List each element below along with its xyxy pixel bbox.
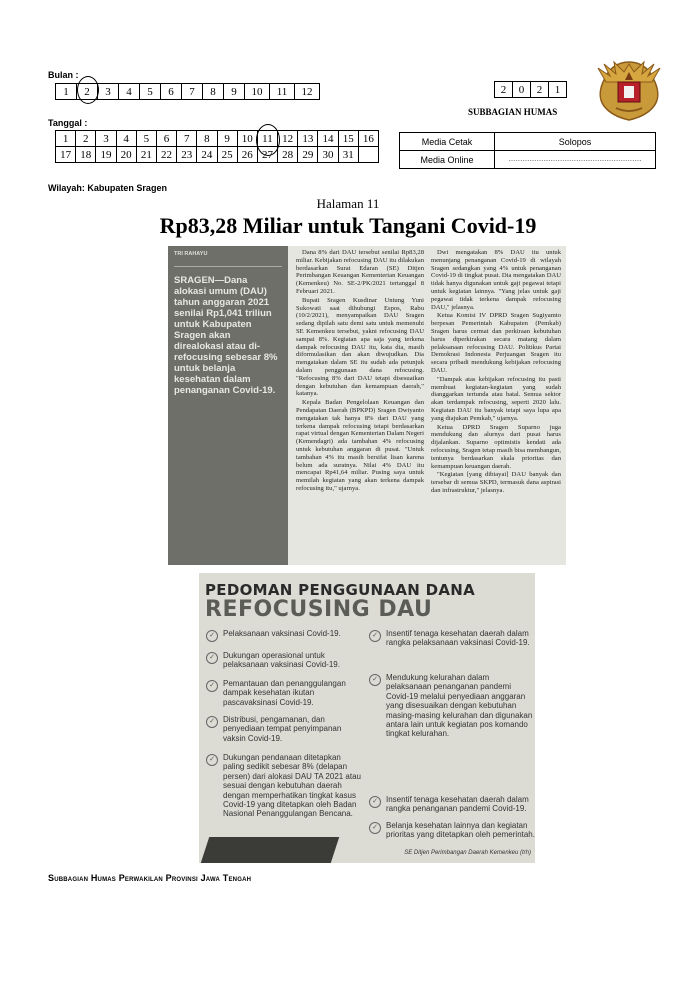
media-cetak-value: Solopos	[495, 133, 656, 151]
grid-cell: 8	[197, 131, 217, 147]
guideline-item: Dukungan operasional untuk pelaksanaan vaksinasi Covid-19.	[223, 651, 340, 670]
grid-cell: 2	[531, 82, 549, 98]
grid-cell: 3	[98, 84, 119, 100]
grid-cell: 21	[136, 147, 156, 163]
grid-cell: 10	[245, 84, 270, 100]
check-icon: ✓	[206, 680, 218, 692]
infographic-source: SE Ditjen Perimbangan Daerah Kemenkeu (trh)	[404, 850, 531, 856]
grid-cell: 18	[76, 147, 96, 163]
grid-cell: 27	[257, 147, 277, 163]
grid-cell: 22	[156, 147, 176, 163]
infographic-clipping	[199, 573, 535, 863]
grid-cell: 11	[257, 131, 277, 147]
grid-cell: 9	[217, 131, 237, 147]
paragraph: Bupati Sragen Kusdinar Untung Yuni Sukowati saat dihubungi Espos, Rabu (10/2/2021), menyampaikan DAU Sragen sedang dipilah satu demi satu untuk memenuhi SE Kemenkeu tersebut, yakni refocusing DAU sampai 8%. Kegiatan apa saja yang terkena dampak refocusing DAU itu, kata dia, masih diformulasikan dan akan diwujudkan. Dia mengatakan dalam SE itu sudah ada petunjuk dalam penggunaan dana refocusing. "Refocusing 8% dari DAU tetapi disesuaikan dengan kebutuhan dan kemampuan daerah," katanya.	[296, 296, 424, 398]
grid-cell: 1	[56, 84, 77, 100]
media-table	[399, 132, 656, 169]
selected-month-circle	[77, 76, 99, 104]
grid-cell: 4	[116, 131, 136, 147]
grid-cell: 10	[237, 131, 257, 147]
grid-cell: 31	[338, 147, 358, 163]
wilayah-label: Wilayah: Kabupaten Sragen	[48, 183, 167, 193]
lead-text: SRAGEN—Dana alokasi umum (DAU) tahun anggaran 2021 senilai Rp1,041 triliun untuk Kabupaten Sragen akan direalokasi atau di-refocusing sebesar 8% untuk belanja kesehatan dalam penanganan Covid-19.	[174, 275, 278, 396]
check-icon: ✓	[369, 822, 381, 834]
guideline-item: Insentif tenaga kesehatan daerah dalam rangka penanganan pandemi Covid-19.	[386, 795, 529, 814]
media-cetak-label: Media Cetak	[400, 133, 495, 151]
grid-cell: 1	[549, 82, 567, 98]
grid-cell: 19	[96, 147, 116, 163]
tanggal-label: Tanggal :	[48, 118, 88, 128]
lead-panel	[168, 246, 288, 565]
grid-cell	[358, 147, 378, 163]
grid-cell: 6	[161, 84, 182, 100]
grid-cell: 5	[136, 131, 156, 147]
media-online-label: Media Online	[400, 151, 495, 169]
guideline-item: Distribusi, pengamanan, dan penyediaan tempat penyimpanan vaksin Covid-19.	[223, 715, 342, 743]
paragraph: "Kegiatan [yang dibiayai] DAU banyak dan tersebar di semua SKPD, termasuk dana aspirasi dan infrastruktur," jelasnya.	[431, 471, 561, 494]
paragraph: Dwi mengatakan 8% DAU itu untuk menunjang penanganan Covid-19 di wilayah Sragen sedangkan yang 4% untuk penanganan Covid-19 di tingkat pusat. Dia mengatakan DAU tidak hanya digunakan untuk gaji pegawai tetapi untuk kegiatan lainnya. "Yang jelas untuk gaji pegawai tidak terkena dampak refocusing DAU," jelasnya.	[431, 249, 561, 311]
paragraph: Ketua Komisi IV DPRD Sragen Sugiyamto berpesan Pemerintah Kabupaten (Pemkab) Sragen harus cermat dan perkiraan kebutuhan harus diperkirakan secara matang dalam pelaksanaan refocusing DAU. Politikus Partai Demokrasi Indonesia Perjuangan Sragen itu secara pribadi mendukung kebijakan refocusing DAU.	[431, 312, 561, 374]
check-icon: ✓	[369, 796, 381, 808]
grid-cell: 23	[177, 147, 197, 163]
paragraph: Kepala Badan Pengelolaan Keuangan dan Pendapatan Daerah (BPKPD) Sragen Dwiyanto mengatakan tak hanya 8% dari DAU yang terkena dampak refocusing tetapi berdasarkan rapat virtual dengan Kementerian Dalam Negeri (Kemendagri) ada tambahan 4% refocusing untuk kebutuhan anggaran di pusat. "Untuk tambahan 4% itu masih bersifat lisan karena belum ada suratnya. Nilai 4% DAU itu mencapai Rp41,64 miliar. Pusing saya untuk memilah kegiatan yang akan terkena dampak refocusing itu," ujarnya.	[296, 399, 424, 492]
grid-cell: 3	[96, 131, 116, 147]
infographic-title-2: REFOCUSING DAU	[205, 597, 433, 622]
decorative-band	[201, 837, 339, 863]
grid-cell: 12	[278, 131, 298, 147]
grid-cell: 15	[338, 131, 358, 147]
check-icon: ✓	[369, 630, 381, 642]
grid-cell: 4	[119, 84, 140, 100]
grid-cell: 11	[270, 84, 295, 100]
check-icon: ✓	[369, 674, 381, 686]
grid-cell: 25	[217, 147, 237, 163]
grid-cell: 6	[156, 131, 176, 147]
grid-cell: 8	[203, 84, 224, 100]
check-icon: ✓	[206, 630, 218, 642]
grid-cell: 12	[295, 84, 320, 100]
grid-cell: 29	[298, 147, 318, 163]
grid-cell: 2	[495, 82, 513, 98]
guideline-item: Pemantauan dan penanggulangan dampak kesehatan ikutan pascavaksinasi Covid-19.	[223, 679, 346, 707]
article-clipping	[168, 246, 566, 565]
check-icon: ✓	[206, 716, 218, 728]
grid-cell: 5	[140, 84, 161, 100]
footer-text: Subbagian Humas Perwakilan Provinsi Jawa Tengah	[48, 873, 252, 883]
bulan-label: Bulan :	[48, 70, 79, 80]
subbagian-label: SUBBAGIAN HUMAS	[468, 107, 558, 117]
check-icon: ✓	[206, 754, 218, 766]
grid-cell: 13	[298, 131, 318, 147]
grid-cell: 7	[177, 131, 197, 147]
grid-cell: 24	[197, 147, 217, 163]
paragraph: "Dampak atas kebijakan refocusing itu pasti membuat kegiatan-kegiatan yang sudah dianggarkan tertunda atau batal. Semua sektor akan terdampak refocusing, seperti 2020 lalu. Kegiatan DAU itu banyak tetapi saya lupa apa yang diajukan Pemkab," ujarnya.	[431, 375, 561, 422]
byline: TRI RAHAYU	[174, 251, 208, 257]
grid-cell: 2	[76, 131, 96, 147]
grid-cell: 20	[116, 147, 136, 163]
grid-cell: 26	[237, 147, 257, 163]
guideline-item: Pelaksanaan vaksinasi Covid-19.	[223, 629, 341, 638]
check-icon: ✓	[206, 652, 218, 664]
article-column-2	[431, 249, 561, 563]
grid-cell: 9	[224, 84, 245, 100]
guideline-item: Mendukung kelurahan dalam pelaksanaan penanganan pandemi Covid-19 melalui penyediaan anggaran yang disesuaikan dengan kebutuhan masing-masing kelurahan dan digunakan antara lain untuk kegiatan pos komando tingkat kelurahan.	[386, 673, 533, 739]
grid-cell: 7	[182, 84, 203, 100]
grid-cell: 0	[513, 82, 531, 98]
article-column-1	[296, 249, 424, 563]
selected-date-circle	[256, 124, 280, 156]
headline: Rp83,28 Miliar untuk Tangani Covid-19	[159, 213, 537, 238]
grid-cell: 1	[56, 131, 76, 147]
guideline-item: Dukungan pendanaan ditetapkan paling sedikit sebesar 8% (delapan persen) dari alokasi DAU TA 2021 atau sesuai dengan kebutuhan daerah dengan memperhatikan tingkat kasus Covid-19 yang ditetapkan oleh Badan Nasional Penanggulangan Bencana.	[223, 753, 362, 819]
grid-cell: 14	[318, 131, 338, 147]
garuda-emblem-icon	[594, 58, 664, 124]
page-number: Halaman 11	[316, 196, 380, 211]
guideline-item: Insentif tenaga kesehatan daerah dalam rangka pelaksanaan vaksinasi Covid-19.	[386, 629, 530, 648]
year-box	[494, 81, 567, 98]
media-online-value: …………………………………………………	[495, 151, 656, 169]
grid-cell: 30	[318, 147, 338, 163]
infographic-title-1: PEDOMAN PENGGUNAAN DANA	[205, 581, 476, 599]
grid-cell: 28	[278, 147, 298, 163]
grid-cell: 2	[77, 84, 98, 100]
guideline-item: Belanja kesehatan lainnya dan kegiatan prioritas yang ditetapkan oleh pemerintah.	[386, 821, 535, 840]
date-grid	[55, 130, 379, 163]
grid-cell: 17	[56, 147, 76, 163]
paragraph: Ketua DPRD Sragen Suparno juga mendukung dan alurnya dari pusat harus dijalankan. Suparno optimistis kendati ada refocusing, Sragen tetap masih bisa membangun, tentunya berdasarkan skala prioritas dan kemampuan keuangan daerah.	[431, 423, 561, 470]
paragraph: Dana 8% dari DAU tersebut senilai Rp83,28 miliar. Kebijakan refocusing DAU itu dilakukan berdasarkan Surat Edaran (SE) Ditjen Perimbangan Keuangan Kementerian Keuangan (Kemenkeu) No. SE-2/PK/2021 tertanggal 8 Februari 2021.	[296, 249, 424, 295]
grid-cell: 16	[358, 131, 378, 147]
